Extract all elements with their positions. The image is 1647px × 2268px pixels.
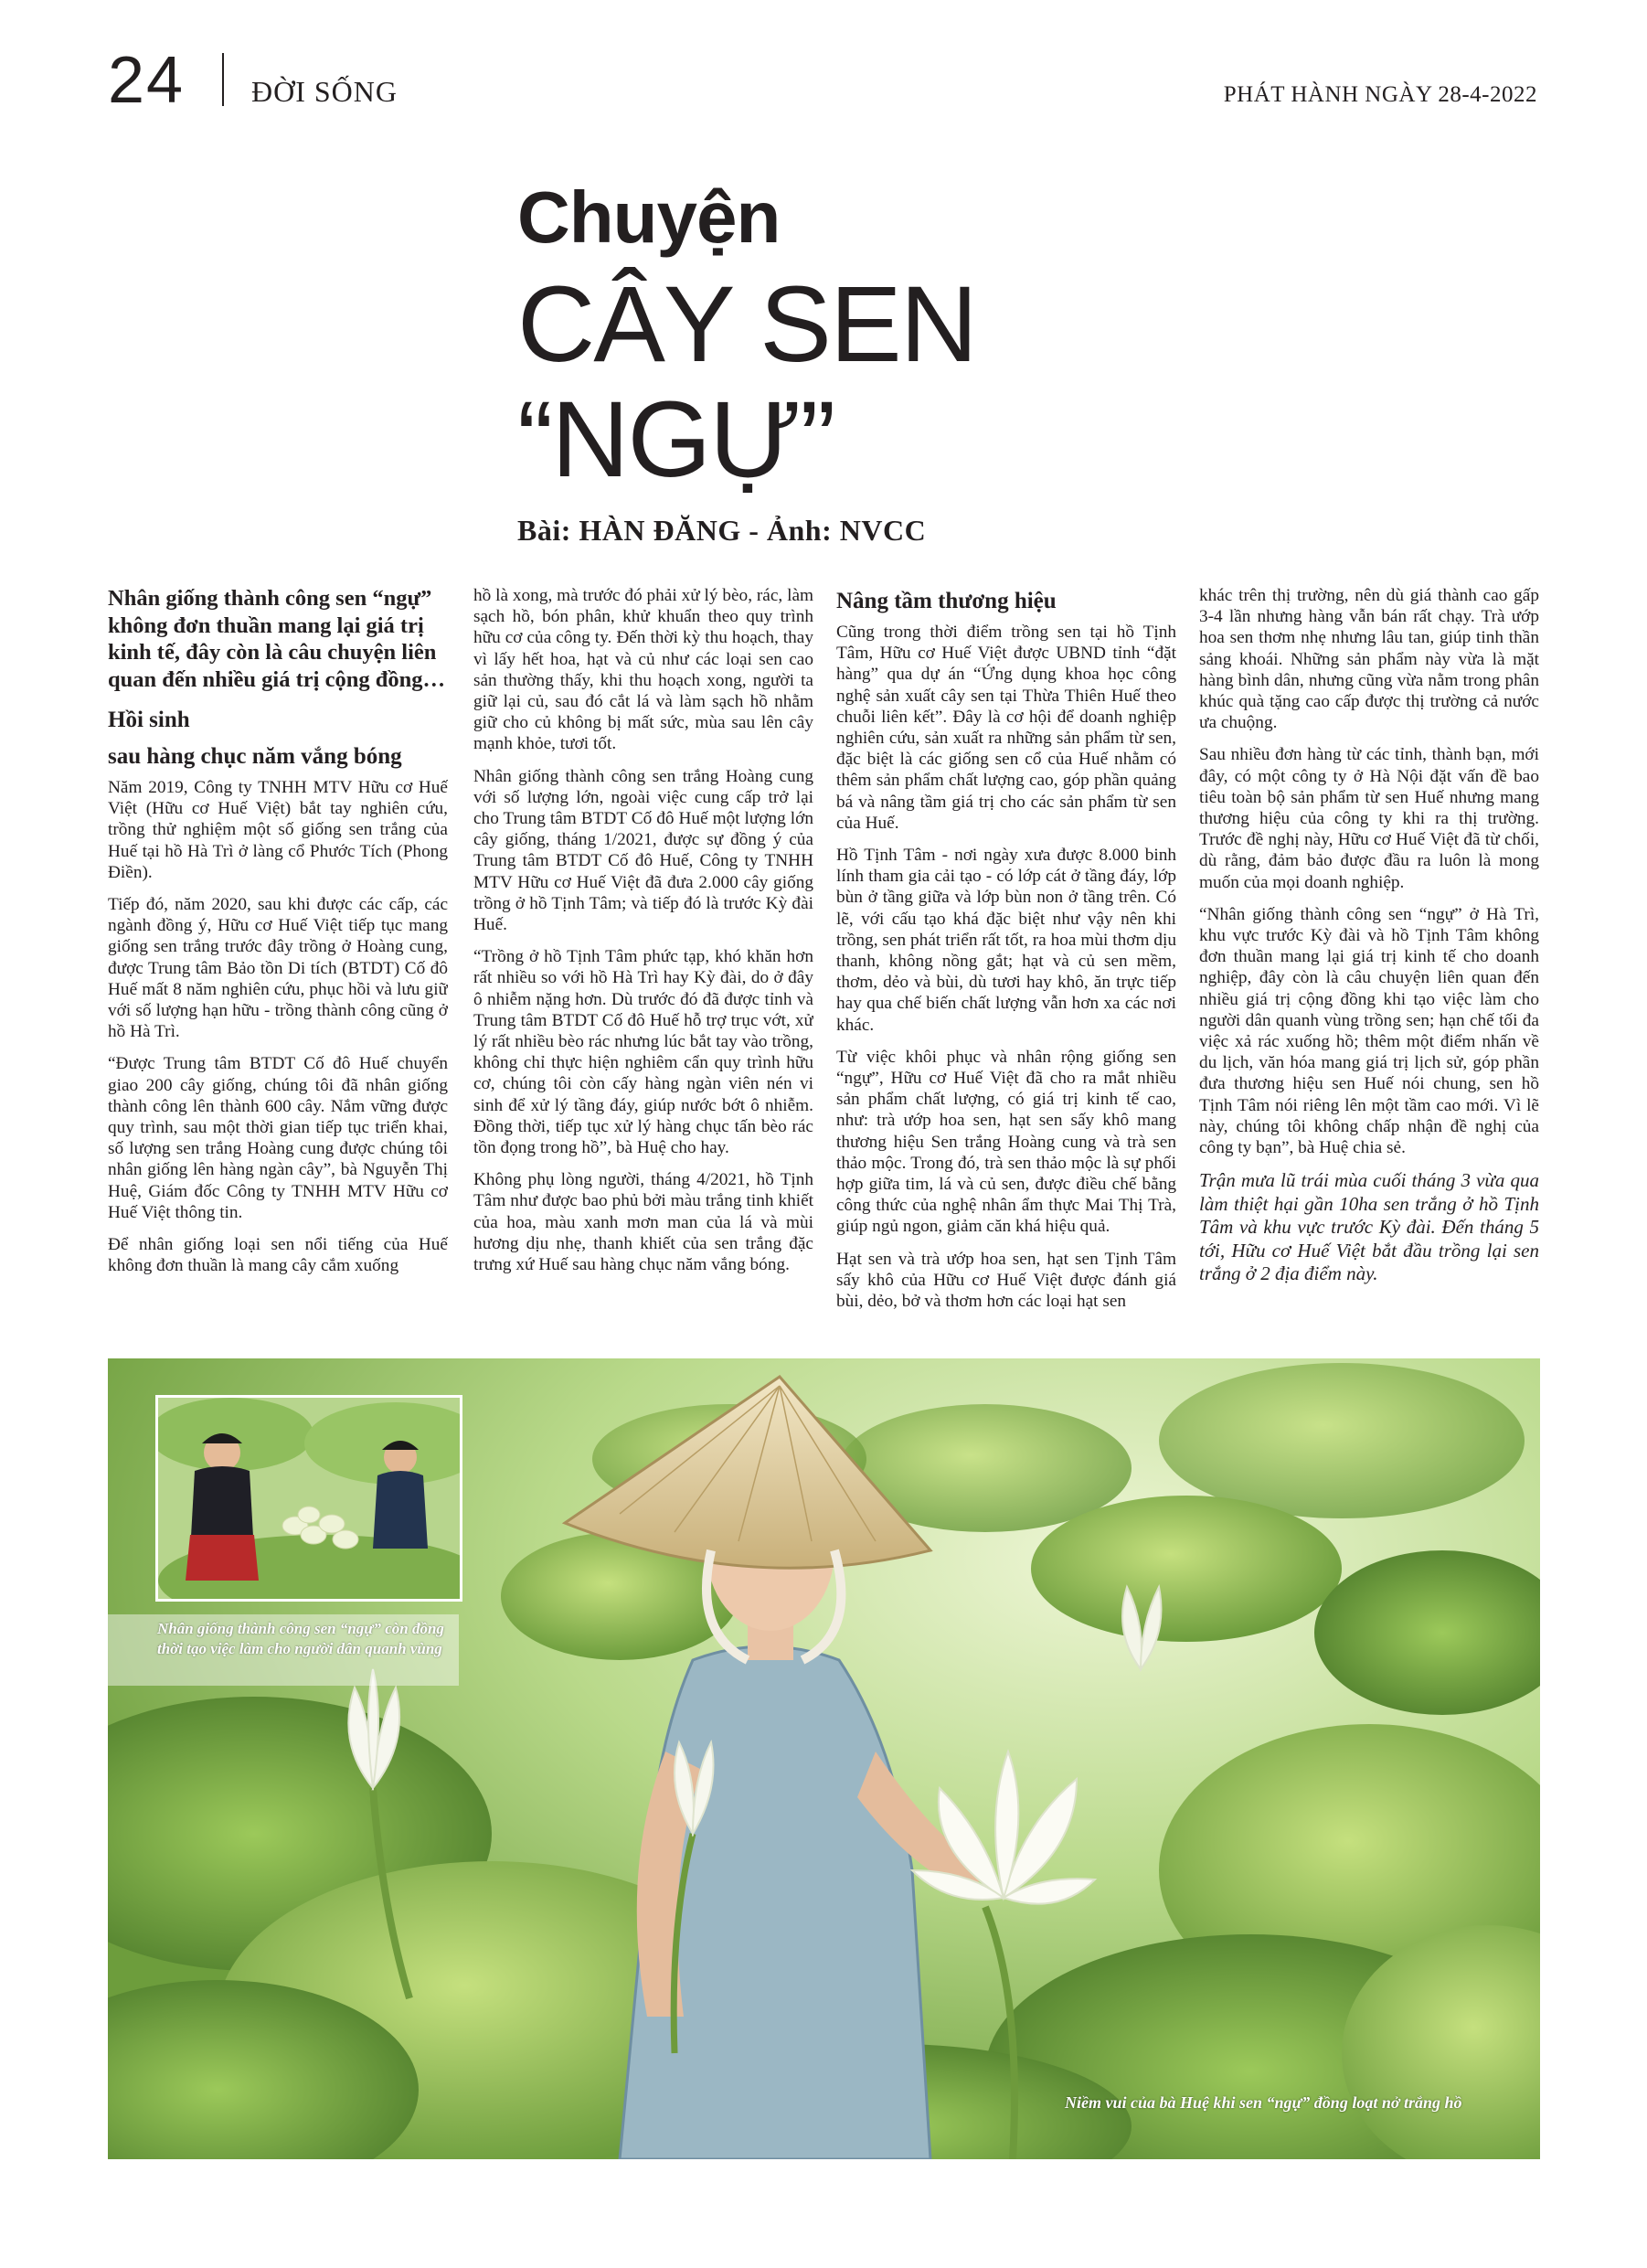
subhead-revival-line-2: sau hàng chục năm vắng bóng <box>108 744 402 769</box>
paragraph: Từ việc khôi phục và nhân rộng giống sen “ngự”, Hữu cơ Huế Việt đã cho ra mắt nhiều sản phẩm chất lượng, có giá trị kinh tế cao, như: trà ướp hoa sen, hạt sen sấy khô mang thương hiệu Sen trắng Hoàng cung và trà sen thảo mộc. Trong đó, trà sen thảo mộc là sự phối hợp giữa tim, lá và củ sen, được điều chế bằng công thức của nghệ nhân ẩm thực Mai Thị Trà, giúp ngủ ngon, giảm căn khá hiệu quả. <box>836 1047 1176 1237</box>
byline: Bài: HÀN ĐĂNG - Ảnh: NVCC <box>517 514 927 547</box>
paragraph: Tiếp đó, năm 2020, sau khi được các cấp, các ngành đồng ý, Hữu cơ Huế Việt tiếp tục mang giống sen trắng trước đây trồng ở Hoàng cung, được Trung tâm Bảo tồn Di tích (BTDT) Cố đô Huế mất 8 năm nghiên cứu, phục hồi và lưu giữ với số lượng hạn hữu - trồng thành công cũng ở hồ Hà Trì. <box>108 895 448 1042</box>
main-photo-caption: Niềm vui của bà Huệ khi sen “ngự” đồng loạt nở trắng hồ <box>1065 2093 1462 2112</box>
subhead-revival-line-1: Hồi sinh <box>108 708 190 732</box>
paragraph: hồ là xong, mà trước đó phải xử lý bèo, rác, làm sạch hồ, bón phân, khử khuẩn theo quy trình hữu cơ của công ty. Đến thời kỳ thu hoạch, thay vì lấy hết hoa, hạt và củ như các loại sen cao sản thường thấy, khi thu hoạch xong, người ta giữ lại củ, sau đó cắt lá và làm sạch hồ nhằm giữ cho củ không bị mất sức, mùa sau lên cây mạnh khỏe, tươi tốt. <box>473 586 813 754</box>
article-column-2 <box>473 585 813 1355</box>
article-column-3 <box>836 585 1176 1355</box>
header-divider <box>222 53 224 106</box>
title-line-2: “NGỰ” <box>517 379 834 500</box>
paragraph: khác trên thị trường, nên dù giá thành cao gấp 3-4 lần nhưng hàng vẫn bán rất chạy. Trà ướp hoa sen thơm nhẹ nhưng lâu tan, giúp tinh thần sảng khoái. Những sản phẩm này vừa là mặt hàng bình dân, nhưng cũng vừa nằm trong phân khúc quà tặng cao cấp được thị trường cả nước ưa chuộng. <box>1199 586 1539 733</box>
paragraph: “Nhân giống thành công sen “ngự” ở Hà Trì, khu vực trước Kỳ đài và hồ Tịnh Tâm không đơn thuần mang lại giá trị kinh tế cho doanh nghiệp, đây còn là câu chuyện liên quan đến nhiều giá trị cộng đồng khi tạo việc làm cho người dân quanh vùng trồng sen; hạn chế tối đa việc xả rác xuống hồ; thêm một điểm nhấn về du lịch, văn hóa mang giá trị lịch sử, góp phần đưa thương hiệu sen Huế nói chung, sen hồ Tịnh Tâm nói riêng lên một tầm cao mới. Vì lẽ này, chúng tôi không chấp nhận đề nghị của công ty bạn”, bà Huệ chia sẻ. <box>1199 904 1539 1158</box>
inset-photo <box>155 1395 462 1602</box>
inset-photo-caption: Nhân giống thành công sen “ngự” còn đồng thời tạo việc làm cho người dân quanh vùng <box>157 1620 444 1657</box>
paragraph: Hồ Tịnh Tâm - nơi ngày xưa được 8.000 binh lính tham gia cải tạo - có lớp cát ở tầng đáy, lớp bùn ở tầng giữa và lớp bùn non ở tầng trên. Có lẽ, với cấu tạo khá đặc biệt như vậy nên khi trồng, sen phát triển rất tốt, ra hoa mùi thơm dịu thanh, không nồng gắt; hạt và củ sen mềm, thơm, dẻo và bùi, dù tươi hay khô, ăn trực tiếp hay qua chế biến chất lượng vẫn hơn xa các nơi khác. <box>836 846 1176 1035</box>
paragraph: “Được Trung tâm BTDT Cố đô Huế chuyển giao 200 cây giống, chúng tôi đã nhân giống thành công lên thành 600 cây. Nắm vững được quy trình, sau một thời gian tiếp tục triển khai, số lượng sen trắng Hoàng cung được chúng tôi nhân giống lên hàng ngàn cây”, bà Nguyễn Thị Huệ, Giám đốc Công ty TNHH MTV Hữu cơ Huế Việt thông tin. <box>108 1054 448 1222</box>
paragraph: Năm 2019, Công ty TNHH MTV Hữu cơ Huế Việt (Hữu cơ Huế Việt) bắt tay nghiên cứu, trồng thử nghiệm một số giống sen trắng của Huế tại hồ Hà Trì ở làng cổ Phước Tích (Phong Điền). <box>108 778 448 882</box>
paragraph: Nhân giống thành công sen trắng Hoàng cung với số lượng lớn, ngoài việc cung cấp trở lại cho Trung tâm BTDT Cố đô Huế một lượng lớn cây giống, tháng 1/2021, được sự đồng ý của Trung tâm BTDT Cố đô Huế, Công ty TNHH MTV Hữu cơ Huế Việt đã đưa 2.000 cây giống trồng ở hồ Tịnh Tâm; và tiếp đó là trước Kỳ đài Huế. <box>473 766 813 935</box>
italic-note: Trận mưa lũ trái mùa cuối tháng 3 vừa qua làm thiệt hại gần 10ha sen trắng ở hồ Tịnh Tâm và khu vực trước Kỳ đài. Đến tháng 5 tới, Hữu cơ Huế Việt bắt đầu trồng lại sen trắng ở 2 địa điểm này. <box>1199 1169 1539 1285</box>
subhead-brand: Nâng tầm thương hiệu <box>836 589 1057 613</box>
paragraph: Hạt sen và trà ướp hoa sen, hạt sen Tịnh Tâm sấy khô của Hữu cơ Huế Việt được đánh giá bùi, dẻo, bở và thơm hơn các loại hạt sen <box>836 1249 1176 1312</box>
article-column-1 <box>108 585 448 1355</box>
paragraph: Không phụ lòng người, tháng 4/2021, hồ Tịnh Tâm như được bao phủ bởi màu trắng tinh khiết của hoa, màu xanh mơn man của lá và mùi hương dịu nhẹ, thanh khiết của sen trắng đặc trưng xứ Huế sau hàng chục năm vắng bóng. <box>473 1170 813 1275</box>
paragraph: Sau nhiều đơn hàng từ các tỉnh, thành bạn, mới đây, có một công ty ở Hà Nội đặt vấn đề bao tiêu toàn bộ sản phẩm từ sen Huế nhưng mang thương hiệu của công ty khi ra thị trường. Trước đề nghị này, Hữu cơ Huế Việt đã từ chối, dù rằng, đảm bảo được đầu ra luôn là mong muốn của mọi doanh nghiệp. <box>1199 745 1539 892</box>
article-lead: Nhân giống thành công sen “ngự” không đơn thuần mang lại giá trị kinh tế, đây còn là câu chuyện liên quan đến nhiều giá trị cộng đồng… <box>108 586 445 692</box>
section-name: ĐỜI SỐNG <box>251 75 398 108</box>
issue-date: PHÁT HÀNH NGÀY 28-4-2022 <box>1223 82 1537 107</box>
paragraph: Để nhân giống loại sen nổi tiếng của Huế không đơn thuần là mang cây cắm xuống <box>108 1235 448 1276</box>
page-number: 24 <box>108 44 186 117</box>
paragraph: Cũng trong thời điểm trồng sen tại hồ Tịnh Tâm, Hữu cơ Huế Việt được UBND tỉnh “đặt hàng” qua dự án “Ứng dụng khoa học công nghệ sản xuất cây sen tại Thừa Thiên Huế theo chuỗi liên kết”. Đây là cơ hội để doanh nghiệp nghiên cứu, sản xuất ra những sản phẩm từ sen, đặc biệt là các giống sen cổ của Huế nhằm có thêm sản phẩm chất lượng cao, góp phần quảng bá và nâng tầm giá trị cho các sản phẩm từ sen của Huế. <box>836 623 1176 833</box>
title-line-1: CÂY SEN <box>517 264 976 385</box>
workers-illustration <box>158 1398 460 1599</box>
article-column-4 <box>1199 585 1539 1355</box>
paragraph: “Trồng ở hồ Tịnh Tâm phức tạp, khó khăn hơn rất nhiều so với hồ Hà Trì hay Kỳ đài, do ở đây ô nhiễm nặng hơn. Dù trước đó đã được tỉnh và Trung tâm BTDT Cố đô Huế hỗ trợ trục vớt, xử lý rất nhiều bèo rác nhưng lúc bắt tay vào trồng, không chỉ thực hiện nghiêm cẩn quy trình hữu cơ, chúng tôi còn cấy hàng ngàn viên nén vi sinh để xử lý tầng đáy, giúp nước bớt ô nhiễm. Đồng thời, tiếp tục xử lý hàng chục tấn bèo rác tồn đọng trong hồ”, bà Huệ cho hay. <box>473 947 813 1158</box>
title-kicker: Chuyện <box>517 176 781 258</box>
